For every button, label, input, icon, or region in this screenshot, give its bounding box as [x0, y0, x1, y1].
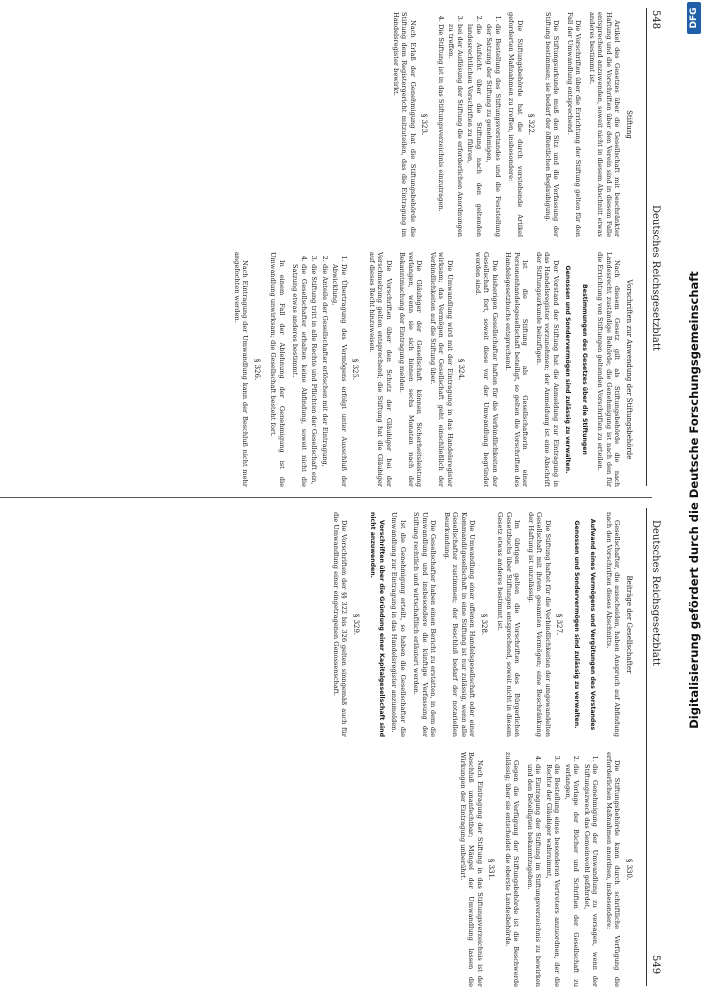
- left-page-number: 548: [650, 10, 661, 30]
- left-running-head: Deutsches Reichsgesetzblatt: [650, 205, 661, 351]
- list-item: 3. bei der Auflösung der Stiftung die erforderlichen Anordnungen zu treffen.: [447, 24, 464, 237]
- paragraph: Die Stiftungsbehörde kann durch schriftliche Verfügung die erforderlichen Maßnahmen anordnen, insbesondere:: [605, 752, 622, 987]
- section-number: § 324.: [457, 358, 466, 381]
- dfg-logo-text: DFG: [689, 7, 699, 29]
- numbered-list: [526, 752, 600, 987]
- paragraph: Nach Eintragung der Umwandlung kann der Beschluß nicht mehr angefochten werden.: [233, 252, 250, 487]
- right-page-number: 549: [650, 955, 661, 975]
- paragraph: Ist die Stiftung als Gesellschafterin einer Personenhandelsgesellschaft beteiligt, so gelten die Vorschriften des Handelsgesetzbuchs entsprechend.: [504, 252, 530, 487]
- paragraph: In einem Fall der Ablehnung der Genehmigung ist die Umwandlung unwirksam; die Gesellschaft besteht fort.: [269, 252, 286, 487]
- list-item: 1. die Bestellung des Stiftungsvorstandes und die Feststellung der Satzung der Stiftung zu genehmigen,: [485, 24, 502, 237]
- bold-heading: Aufwand eines Vermögens und Vergütungen des Vorstandes: [589, 518, 597, 731]
- list-item: 4. die Eintragung der Stiftung im Stiftungsverzeichnis zu bewirken und den Beteiligten bekanntzugeben.: [526, 764, 543, 987]
- paragraph: Die Vorschriften über den Schutz der Gläubiger bei der Verschmelzung gelten entsprechend; die Stiftung hat die Gläubiger auf dieses Recht hinzuweisen.: [368, 252, 393, 487]
- list-item: 3. die Bestellung eines besonderen Vertreters anzuordnen, der die Rechte der Gläubiger wahrnimmt,: [545, 764, 562, 987]
- list-item: 4. die Gesellschafter erhalten keine Abfindung, soweit nicht die Satzung etwas anderes bestimmt.: [291, 264, 308, 487]
- left-header-rule: [646, 8, 647, 486]
- list-item: 2. die Aufsicht über die Stiftung nach den geltenden landesrechtlichen Vorschriften zu führen,: [466, 24, 483, 237]
- section-number: § 325.: [351, 358, 360, 381]
- section-number: § 326.: [253, 358, 261, 381]
- column-title: Vorschriften zur Anwendung der Stiftungsbehörde: [625, 279, 633, 460]
- section-number: § 322.: [527, 113, 536, 136]
- list-item: 1. Die Übertragung des Vermögens erfolgt unter Ausschluß der Abwicklung,: [331, 264, 348, 487]
- funding-banner: [686, 0, 702, 1000]
- paragraph: Artikel des Gesetzes über die Gesellschaft mit beschränkter Haftung und die Vorschriften über den Verein sind in diesem Falle entsprechend anzuwenden, soweit nicht in diesem Abschnitt etwas anderes bestimmt ist.: [588, 12, 622, 237]
- bold-heading: Genossen und Sondervermögen sind zulässig zu verwalten.: [564, 265, 572, 474]
- left-column-1: [387, 12, 642, 237]
- paragraph: Die Stiftungsurkunde muß den Sitz und die Verfassung der Stiftung bestimmen; sie bedarf der öffentlichen Beglaubigung.: [544, 12, 561, 237]
- bold-heading: Genossen und Sondervermögen sind zulässig zu verwalten.: [573, 520, 580, 729]
- paragraph: Die Stiftungsbehörde hat die durch vorstehende Artikel geforderten Maßnahmen zu treffen, insbesondere:: [507, 12, 524, 237]
- paragraph: Die Vorschriften der §§ 322 bis 326 gelten sinngemäß auch für die Umwandlung einer eingetragenen Genossenschaft.: [332, 512, 349, 737]
- paragraph: Die Gesellschafter haben einen Bericht zu erstatten, in dem die Umwandlung und insbesondere die künftige Verfassung der Stiftung rechtlich und wirtschaftlich erläutert werden.: [412, 512, 438, 737]
- dfg-logo: [687, 2, 701, 34]
- list-item: 1. die Genehmigung der Umwandlung zu versagen, wenn der Stiftungszweck das Gemeinwohl gefährdet,: [583, 764, 600, 987]
- paragraph: Gesellschafter, die ausscheiden, haben Anspruch auf Abfindung nach den Vorschriften dieses Abschnitts.: [605, 512, 622, 737]
- paragraph: Nach diesem Gesetz gilt als Stiftungsbehörde die nach Landesrecht zuständige Behörde; die Genehmigung ist nach den für die Errichtung von Stiftungen geltenden Vorschriften zu erteilen.: [596, 252, 622, 487]
- right-column-1: [327, 512, 642, 737]
- list-item: 2. die Anteile der Gesellschafter erlöschen mit der Eintragung,: [321, 264, 330, 487]
- paragraph: Nach Erlaß der Genehmigung hat die Stiftungsbehörde die Stiftung dem Registergericht mitzuteilen, das die Eintragung im Handelsregister bewirkt.: [392, 12, 417, 237]
- paragraph: Nach Eintragung der Stiftung in das Stiftungsverzeichnis ist der Beschluß unanfechtbar; Mängel der Umwandlung lassen die Wirkungen der Eintragung unberührt.: [459, 752, 484, 987]
- section-title: Stiftung: [625, 110, 633, 139]
- section-number: § 330.: [625, 858, 633, 881]
- right-header-rule: [646, 508, 647, 986]
- paragraph: Gegen die Verfügung der Stiftungsbehörde ist die Beschwerde zulässig; über sie entscheidet die oberste Landesbehörde.: [504, 752, 521, 987]
- paragraph: Die Umwandlung wird mit der Eintragung in das Handelsregister wirksam; das Vermögen der Gesellschaft geht einschließlich der Verbindlichkeiten auf die Stiftung über.: [429, 252, 454, 487]
- section-number: § 323.: [420, 113, 429, 136]
- section-number: § 331.: [487, 858, 496, 881]
- paragraph: Der Vorstand der Stiftung hat die Anmeldung zur Eintragung in das Handelsregister vorzunehmen; der Anmeldung ist eine Abschrift der Stiftungsurkunde beizufügen.: [535, 252, 560, 487]
- section-number: § 328.: [480, 613, 488, 636]
- paragraph: Die Stiftung haftet für die Verbindlichkeiten der umgewandelten Gesellschaft mit ihrem gesamten Vermögen; eine Beschränkung der Haftung ist unzulässig.: [527, 512, 552, 737]
- list-item: 2. die Vorlage der Bücher und Schriften der Gesellschaft zu verlangen,: [564, 764, 581, 987]
- list-item: 3. die Stiftung tritt in alle Rechte und Pflichten der Gesellschaft ein,: [310, 264, 319, 487]
- left-column-2: [228, 252, 642, 487]
- funding-text: Digitalisierung gefördert durch die Deutsche Forschungsgemeinschaft: [687, 271, 701, 729]
- right-column-2: [454, 752, 642, 987]
- page-gutter: [0, 497, 652, 498]
- paragraph: Die bisherigen Gesellschafter haften für die Verbindlichkeiten der Gesellschaft fort, soweit diese vor der Umwandlung begründet worden sind.: [474, 252, 499, 487]
- section-number: § 327.: [555, 613, 564, 636]
- paragraph: Die Vorschriften über die Errichtung der Stiftung gelten für den Fall der Umwandlung entsprechend.: [566, 12, 583, 237]
- right-running-head: Deutsches Reichsgesetzblatt: [650, 520, 661, 666]
- numbered-list: [437, 12, 503, 237]
- paragraph: Im übrigen gelten die Vorschriften des Bürgerlichen Gesetzbuchs über Stiftungen entsprechend, soweit nicht in diesem Gesetz etwas anderes bestimmt ist.: [496, 512, 522, 737]
- paragraph: Ist die Genehmigung erteilt, so haben die Gesellschafter die Umwandlung zur Eintragung in das Handelsregister anzumelden.: [390, 512, 407, 737]
- paragraph: Die Umwandlung einer offenen Handelsgesellschaft oder einer Kommanditgesellschaft in eine Stiftung ist nur zulässig, wenn alle Gesellschafter zustimmen; der Beschluß bedarf der notariellen Beurkundung.: [443, 512, 477, 737]
- section-number: § 329.: [352, 613, 360, 636]
- bold-paragraph: Vorschriften über die Gründung einer Kapitalgesellschaft sind nicht anzuwenden.: [369, 512, 385, 738]
- numbered-list: [291, 252, 348, 487]
- column-title: Beiträge der Gesellschafter: [625, 575, 633, 674]
- bold-heading: Bestimmungen des Gesetzes über die Stiftungen: [581, 284, 588, 455]
- list-item: 4. Die Stiftung ist in das Stiftungsverzeichnis einzutragen.: [437, 24, 446, 237]
- paragraph: Die Gläubiger der Gesellschaft können Sicherheitsleistung verlangen, wenn sie sich binnen sechs Monaten nach der Bekanntmachung der Eintragung melden.: [398, 252, 424, 487]
